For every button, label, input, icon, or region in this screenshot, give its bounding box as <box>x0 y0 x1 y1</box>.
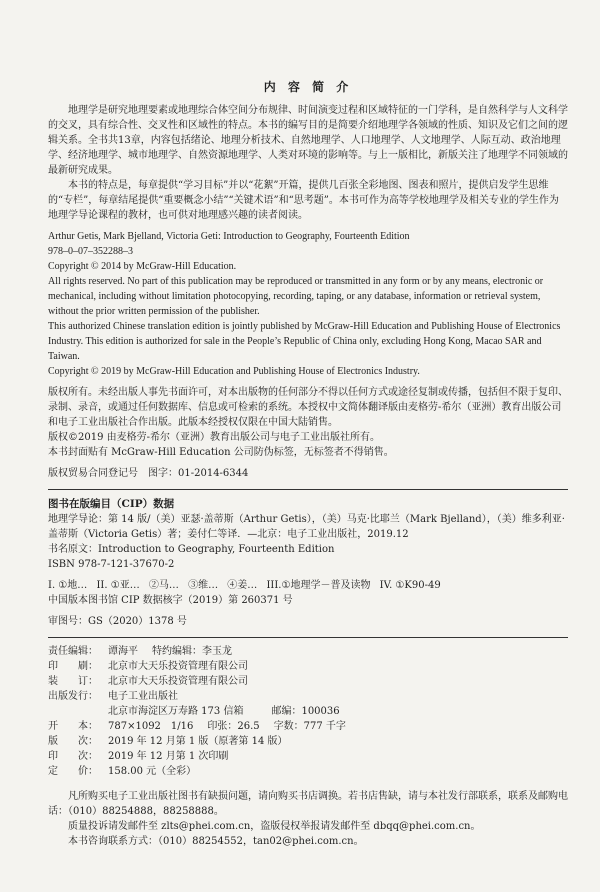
cip-class-item: III.①地理学－普及读物 <box>266 580 371 591</box>
copyright-2019: Copyright © 2019 by McGraw-Hill Education and Publishing House of Electronics Industry. <box>48 366 420 377</box>
price-label: 定 价： <box>48 766 98 777</box>
editor-label: 责任编辑： <box>48 646 98 657</box>
publisher-value: 电子工业出版社 <box>108 691 178 702</box>
cip-header: 图书在版编目（CIP）数据 <box>48 498 175 510</box>
cip-main: 地理学导论：第 14 版/（美）亚瑟·盖蒂斯（Arthur Getis），（美）马克·比耶兰（Mark Bjelland），（美）维多利亚·盖蒂斯（Victoria Getis）著；姜付仁等译．—北京：电子工业出版社，2019.12 <box>48 514 565 540</box>
printer-label: 印 刷： <box>48 661 98 672</box>
printing-row <box>48 749 568 764</box>
rights-chinese: 版权所有。未经出版人事先书面许可，对本出版物的任何部分不得以任何方式或途径复制或传播，包括但不限于复印、录制、录音，或通过任何数据库、信息或可检索的系统。本授权中文简体翻译版由麦格劳-希尔（亚洲）教育出版公司和电子工业出版社合作出版。此版本经授权仅限在中国大陆销售。 <box>48 387 568 428</box>
word-count: 字数：777 千字 <box>273 721 346 732</box>
defect-notice: 凡所购买电子工业出版社图书有缺损问题，请向购买书店调换。若书店售缺，请与本社发行部联系，联系及邮购电话：（010）88254888，88258888。 <box>48 791 568 817</box>
edition-value: 2019 年 12 月第 1 版（原著第 14 版） <box>108 736 288 747</box>
original-isbn: 978–0–07–352288–3 <box>48 246 133 257</box>
printer-value: 北京市大天乐投资管理有限公司 <box>108 661 248 672</box>
cip-classification <box>48 578 568 593</box>
copyright-2014: Copyright © 2014 by McGraw-Hill Education. <box>48 261 237 272</box>
cip-class-item: ③维… <box>188 580 219 591</box>
rights-english: All rights reserved. No part of this publication may be reproduced or transmitted in any form or by any means, electronic or mechanical, including without limitation photocopying, recording, taping, or any database, information or retrieval system, without the prior written permission of the publisher. <box>48 276 544 317</box>
editor-row <box>48 644 568 659</box>
contract-registration: 版权贸易合同登记号 图字：01-2014-6344 <box>48 468 249 479</box>
cip-class-item: ④姜… <box>227 580 258 591</box>
cip-original-title: 书名原文：Introduction to Geography, Fourteenth Edition <box>48 544 335 555</box>
authorization-english: This authorized Chinese translation edition is jointly published by McGraw-Hill Education and Publishing House of Electronics Industry. This edition is authorized for sale in the People’s Republic of China only, excluding Hong Kong, Macao SAR and Taiwan. <box>48 321 561 362</box>
anti-counterfeit-label: 本书封面贴有 McGraw-Hill Education 公司防伪标签，无标签者不得销售。 <box>48 447 394 458</box>
summary-paragraph-1: 地理学是研究地理要素或地理综合体空间分布规律、时间演变过程和区域特征的一门学科，是自然科学与人文科学的交叉，具有综合性、交叉性和区域性的特点。本书的编写目的是简要介绍地理学各领域的性质、知识及它们之间的逻辑关系。全书共13章，内容包括绪论、地理分析技术、自然地理学、人口地理学、人文地理学、人际互动、政治地理学、经济地理学、城市地理学、自然资源地理学、人类对环境的影响等。与上一版相比，新版关注了地理学不同领域的最新研究成果。 <box>48 105 568 176</box>
special-editor-label: 特约编辑： <box>152 646 202 657</box>
summary-title: 内 容 简 介 <box>263 80 353 94</box>
cip-class-item: IV. ①K90-49 <box>379 580 441 591</box>
page-content <box>48 78 568 849</box>
summary-paragraph-2: 本书的特点是，每章提供“学习目标”并以“花絮”开篇，提供几百张全彩地图、图表和照片，提供启发学生思维的“专栏”，每章结尾提供“重要概念小结”“关键术语”和“思考题”。本书可作为高等学校地理学及相关专业的学生作为地理学导论课程的教材，也可供对地理感兴趣的读者阅读。 <box>48 180 559 221</box>
edition-row <box>48 734 568 749</box>
editor-value: 谭海平 <box>108 646 138 657</box>
publisher-label: 出版发行： <box>48 691 98 702</box>
publisher-address: 北京市海淀区万寿路 173 信箱 <box>108 706 244 717</box>
price-row <box>48 764 568 779</box>
consultation-contact: 本书咨询联系方式：（010）88254552，tan02@phei.com.cn。 <box>68 836 364 847</box>
complaint-email: 质量投诉请发邮件至 zlts@phei.com.cn，盗版侵权举报请发邮件至 dbqq@phei.com.cn。 <box>68 821 481 832</box>
format-label: 开 本： <box>48 721 98 732</box>
map-review-number: 审图号：GS（2020）1378 号 <box>48 616 187 627</box>
cip-isbn: ISBN 978-7-121-37670-2 <box>48 559 175 570</box>
cip-library-number: 中国版本图书馆 CIP 数据核字（2019）第 260371 号 <box>48 595 293 606</box>
printing-value: 2019 年 12 月第 1 次印刷 <box>108 751 229 762</box>
edition-label: 版 次： <box>48 736 98 747</box>
printing-label: 印 次： <box>48 751 98 762</box>
printer-row <box>48 659 568 674</box>
divider <box>48 489 568 490</box>
cip-class-item: II. ①亚… <box>96 580 140 591</box>
publisher-row <box>48 689 568 704</box>
binder-label: 装 订： <box>48 676 98 687</box>
special-editor-value: 李玉龙 <box>202 646 232 657</box>
binder-value: 北京市大天乐投资管理有限公司 <box>108 676 248 687</box>
divider <box>48 637 568 638</box>
format-row <box>48 719 568 734</box>
copyright-chinese: 版权©2019 由麦格劳-希尔（亚洲）教育出版公司与电子工业出版社所有。 <box>48 432 381 443</box>
format-value: 787×1092 1/16 <box>108 721 194 732</box>
original-title-line: Arthur Getis, Mark Bjelland, Victoria Geti: Introduction to Geography, Fourteenth Edition <box>48 231 410 242</box>
binder-row <box>48 674 568 689</box>
address-row <box>48 704 568 719</box>
cip-class-item: I. ①地… <box>48 580 88 591</box>
sheets-value: 印张：26.5 <box>207 721 260 732</box>
price-value: 158.00 元（全彩） <box>108 766 197 777</box>
cip-class-item: ②马… <box>148 580 179 591</box>
postal-code: 邮编：100036 <box>271 706 340 717</box>
